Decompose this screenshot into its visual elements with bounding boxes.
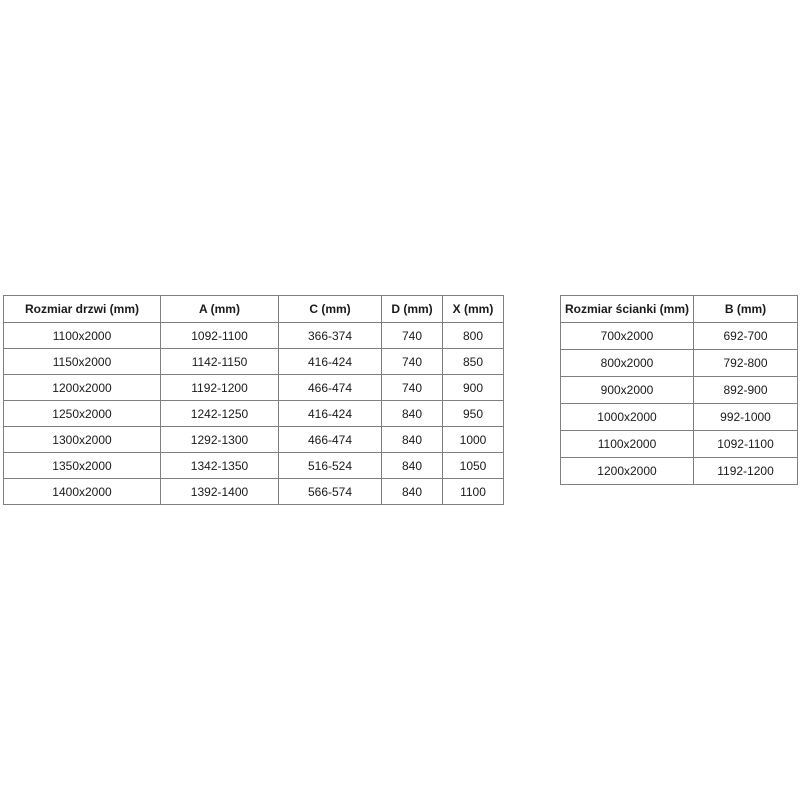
table-cell: 1392-1400 xyxy=(161,479,279,505)
table-cell: 1350x2000 xyxy=(4,453,161,479)
table-cell: 416-424 xyxy=(279,349,382,375)
table-cell: 850 xyxy=(443,349,504,375)
table-row xyxy=(4,323,504,349)
table-cell: 1250x2000 xyxy=(4,401,161,427)
column-header-c: C (mm) xyxy=(279,296,382,323)
table-row xyxy=(561,458,798,485)
table-row xyxy=(4,401,504,427)
table-cell: 740 xyxy=(382,323,443,349)
table-cell: 566-574 xyxy=(279,479,382,505)
door-size-table xyxy=(3,295,504,505)
table-row xyxy=(561,323,798,350)
table-cell: 1192-1200 xyxy=(694,458,798,485)
table-cell: 466-474 xyxy=(279,427,382,453)
table-cell: 1300x2000 xyxy=(4,427,161,453)
table-cell: 1050 xyxy=(443,453,504,479)
table-cell: 416-424 xyxy=(279,401,382,427)
table-cell: 1200x2000 xyxy=(4,375,161,401)
table-row xyxy=(4,479,504,505)
table-cell: 1100x2000 xyxy=(4,323,161,349)
table-row xyxy=(561,350,798,377)
table-cell: 840 xyxy=(382,479,443,505)
column-header-d: D (mm) xyxy=(382,296,443,323)
table-cell: 840 xyxy=(382,453,443,479)
table-cell: 1150x2000 xyxy=(4,349,161,375)
table-cell: 1100 xyxy=(443,479,504,505)
table-cell: 1092-1100 xyxy=(161,323,279,349)
table-cell: 740 xyxy=(382,349,443,375)
table-cell: 1100x2000 xyxy=(561,431,694,458)
table-cell: 900x2000 xyxy=(561,377,694,404)
table-cell: 1000 xyxy=(443,427,504,453)
table-cell: 1200x2000 xyxy=(561,458,694,485)
table-row xyxy=(561,431,798,458)
table-cell: 892-900 xyxy=(694,377,798,404)
table-cell: 792-800 xyxy=(694,350,798,377)
wall-size-table xyxy=(560,295,798,485)
table-cell: 516-524 xyxy=(279,453,382,479)
table-cell: 466-474 xyxy=(279,375,382,401)
table-row xyxy=(4,427,504,453)
door-table-header-row xyxy=(4,296,504,323)
column-header-b: B (mm) xyxy=(694,296,798,323)
column-header-rozmiar-scianki: Rozmiar ścianki (mm) xyxy=(561,296,694,323)
table-row xyxy=(561,377,798,404)
table-cell: 1342-1350 xyxy=(161,453,279,479)
table-cell: 1292-1300 xyxy=(161,427,279,453)
table-cell: 992-1000 xyxy=(694,404,798,431)
table-row xyxy=(561,404,798,431)
table-row xyxy=(4,453,504,479)
table-cell: 1242-1250 xyxy=(161,401,279,427)
table-cell: 692-700 xyxy=(694,323,798,350)
table-cell: 840 xyxy=(382,401,443,427)
table-cell: 1192-1200 xyxy=(161,375,279,401)
table-cell: 800x2000 xyxy=(561,350,694,377)
wall-table-header-row xyxy=(561,296,798,323)
table-cell: 1000x2000 xyxy=(561,404,694,431)
table-cell: 840 xyxy=(382,427,443,453)
table-cell: 1092-1100 xyxy=(694,431,798,458)
table-cell: 740 xyxy=(382,375,443,401)
table-cell: 1142-1150 xyxy=(161,349,279,375)
table-cell: 1400x2000 xyxy=(4,479,161,505)
column-header-x: X (mm) xyxy=(443,296,504,323)
table-cell: 700x2000 xyxy=(561,323,694,350)
table-row xyxy=(4,349,504,375)
table-cell: 366-374 xyxy=(279,323,382,349)
table-cell: 900 xyxy=(443,375,504,401)
table-row xyxy=(4,375,504,401)
column-header-a: A (mm) xyxy=(161,296,279,323)
table-cell: 800 xyxy=(443,323,504,349)
table-cell: 950 xyxy=(443,401,504,427)
column-header-rozmiar-drzwi: Rozmiar drzwi (mm) xyxy=(4,296,161,323)
